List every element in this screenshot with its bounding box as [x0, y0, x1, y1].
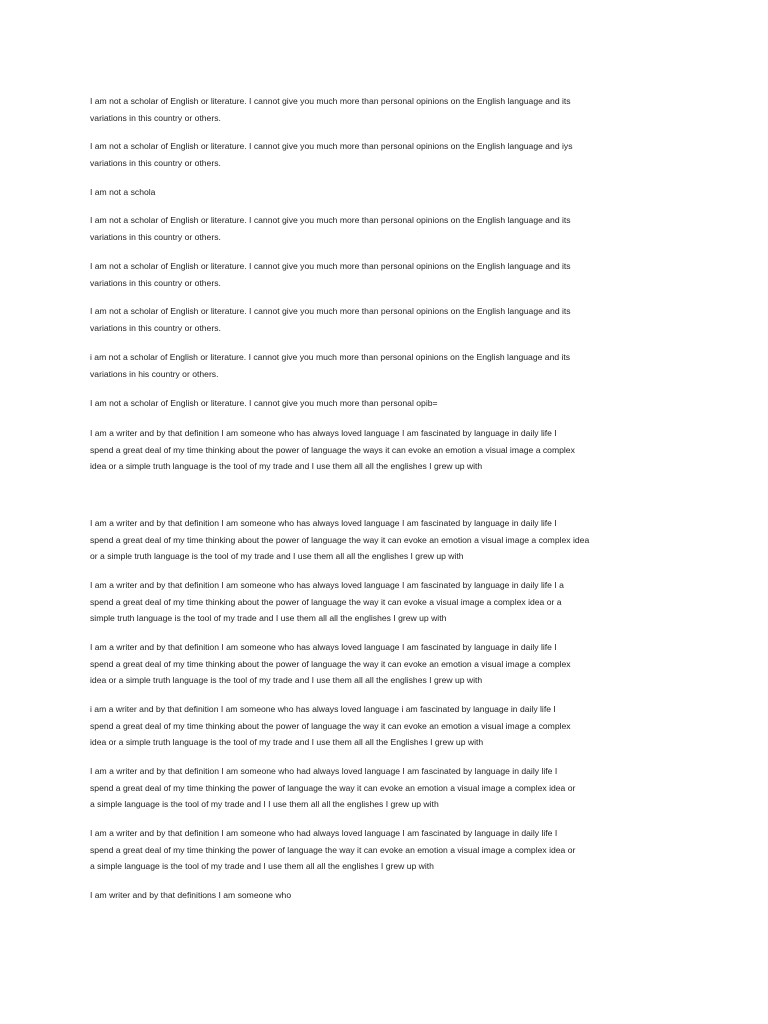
paragraph-line: spend a great deal of my time thinking the power of language the way it can evoke an emotion a visual image a complex idea or	[90, 782, 576, 793]
paragraph-15	[90, 825, 690, 875]
paragraph-line: spend a great deal of my time thinking about the power of language the way it can evoke an emotion a visual image a complex	[90, 720, 571, 731]
paragraph-line: variations in this country or others.	[90, 112, 221, 123]
paragraph-line: I am writer and by that definitions I am someone who	[90, 890, 292, 900]
paragraph-line: I am a writer and by that definition I am someone who has always loved language I am fascinated by language in daily life I	[90, 518, 557, 528]
paragraph-line: i am not a scholar of English or literature. I cannot give you much more than personal opinions on the English language and its	[90, 352, 571, 362]
paragraph-4	[90, 212, 690, 245]
paragraph-line: I am not a scholar of English or literature. I cannot give you much more than personal opib=	[90, 398, 438, 408]
paragraph-8	[90, 395, 690, 412]
paragraph-line: I am not a scholar of English or literature. I cannot give you much more than personal opinions on the English language and its	[90, 96, 571, 106]
paragraph-10	[90, 515, 690, 565]
paragraph-line: idea or a simple truth language is the tool of my trade and I use them all all the Englishes I grew up with	[90, 737, 484, 747]
paragraph-line: simple truth language is the tool of my trade and I use them all all the englishes I grew up with	[90, 613, 447, 623]
paragraph-line: I am a writer and by that definition I am someone who has always loved language I am fascinated by language in daily life I	[90, 642, 557, 652]
paragraph-7	[90, 349, 690, 382]
paragraph-9	[90, 425, 690, 475]
paragraph-3	[90, 184, 690, 201]
paragraph-line: or a simple truth language is the tool of my trade and I use them all all the englishes I grew up with	[90, 551, 464, 561]
paragraph-2	[90, 138, 690, 171]
paragraph-line: idea or a simple truth language is the tool of my trade and I use them all all the englishes I grew up with	[90, 675, 483, 685]
paragraph-line: spend a great deal of my time thinking the power of language the way it can evoke an emotion a visual image a complex idea or	[90, 844, 576, 855]
paragraph-line: I am a writer and by that definition I am someone who has always loved language I am fascinated by language in daily life I a	[90, 580, 564, 590]
paragraph-1	[90, 93, 690, 126]
paragraph-6	[90, 303, 690, 336]
paragraph-11	[90, 577, 690, 627]
paragraph-line: idea or a simple truth language is the tool of my trade and I use them all all the englishes I grew up with	[90, 461, 483, 471]
paragraph-line: variations in this country or others.	[90, 231, 221, 242]
paragraph-16	[90, 887, 690, 904]
paragraph-line: I am not a schola	[90, 187, 156, 197]
paragraph-line: a simple language is the tool of my trade and I I use them all all the englishes I grew up with	[90, 799, 439, 809]
paragraph-line: a simple language is the tool of my trade and I use them all all the englishes I grew up with	[90, 861, 434, 871]
paragraph-5	[90, 258, 690, 291]
paragraph-line: variations in this country or others.	[90, 322, 221, 333]
paragraph-13	[90, 701, 690, 751]
paragraph-line: I am not a scholar of English or literature. I cannot give you much more than personal opinions on the English language and its	[90, 261, 571, 271]
paragraph-line: spend a great deal of my time thinking about the power of language the ways it can evoke an emotion a visual image a complex	[90, 444, 575, 455]
paragraph-line: I am not a scholar of English or literature. I cannot give you much more than personal opinions on the English language and its	[90, 306, 571, 316]
paragraph-line: I am not a scholar of English or literature. I cannot give you much more than personal opinions on the English language and its	[90, 215, 571, 225]
paragraph-line: I am a writer and by that definition I am someone who had always loved language I am fascinated by language in daily life I	[90, 828, 558, 838]
paragraph-line: variations in this country or others.	[90, 277, 221, 288]
paragraph-line: spend a great deal of my time thinking about the power of language the way it can evoke a visual image a complex idea or a	[90, 596, 562, 607]
paragraph-line: I am a writer and by that definition I am someone who had always loved language I am fascinated by language in daily life I	[90, 766, 558, 776]
paragraph-line: I am a writer and by that definition I am someone who has always loved language I am fascinated by language in daily life I	[90, 428, 557, 438]
paragraph-line: spend a great deal of my time thinking about the power of language the way it can evoke an emotion a visual image a complex idea	[90, 534, 590, 545]
paragraph-line: I am not a scholar of English or literature. I cannot give you much more than personal opinions on the English language and iys	[90, 141, 573, 151]
paragraph-12	[90, 639, 690, 689]
paragraph-line: variations in his country or others.	[90, 368, 219, 379]
paragraph-line: spend a great deal of my time thinking about the power of language the way it can evoke an emotion a visual image a complex	[90, 658, 571, 669]
paragraph-line: i am a writer and by that definition I am someone who has always loved language i am fascinated by language in daily life I	[90, 704, 556, 714]
paragraph-14	[90, 763, 690, 813]
paragraph-line: variations in this country or others.	[90, 157, 221, 168]
